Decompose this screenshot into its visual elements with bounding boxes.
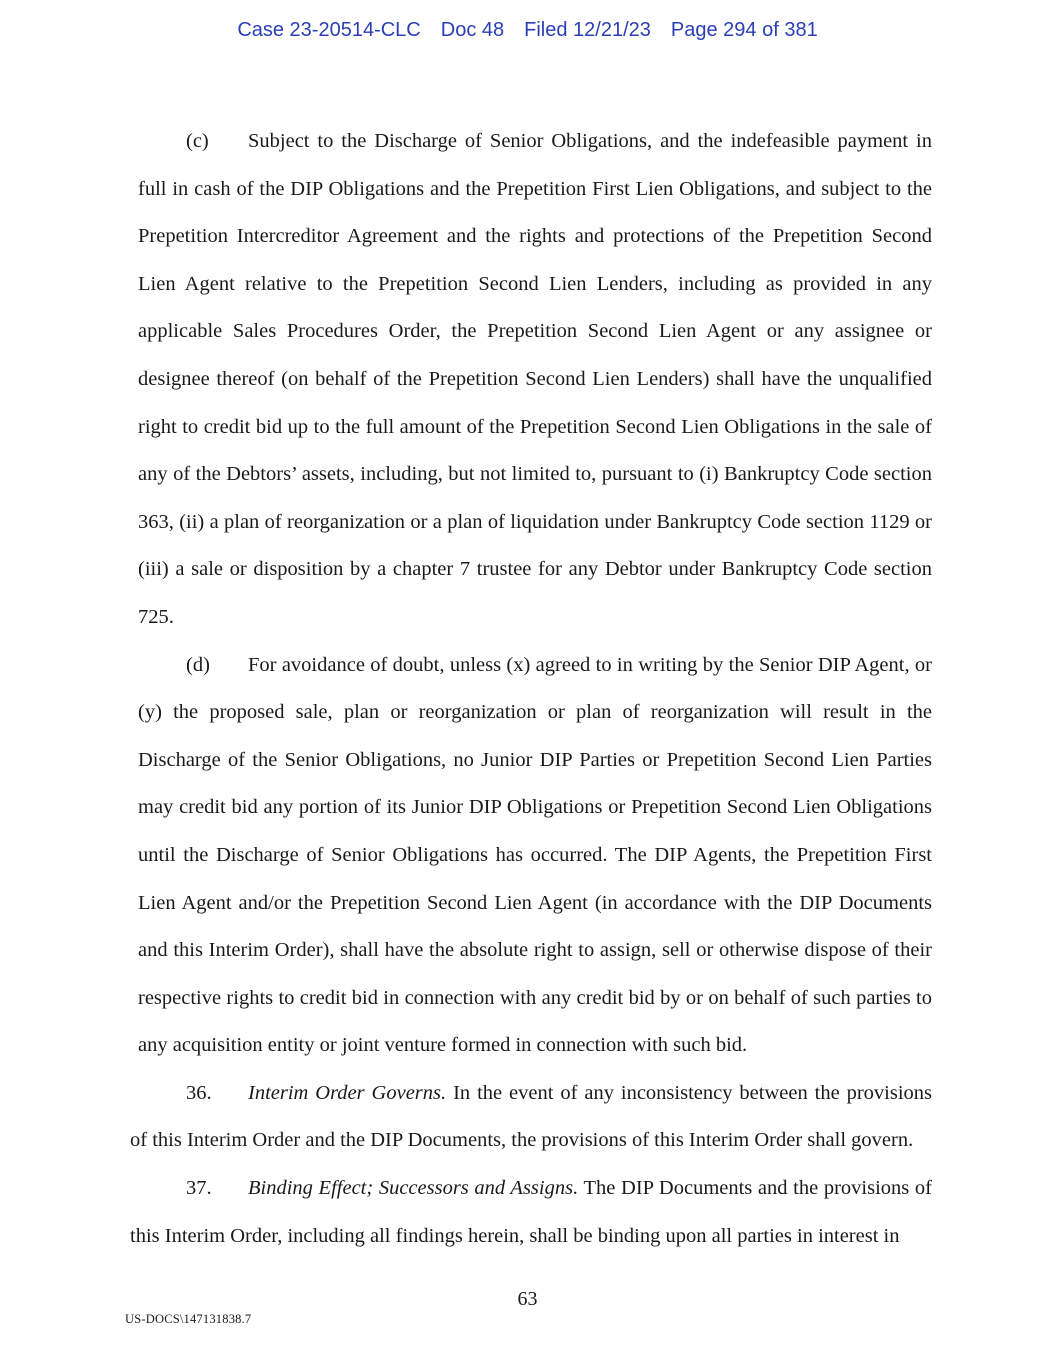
paragraph-number: 37. — [186, 1177, 212, 1200]
paragraph-number: 36. — [186, 1081, 212, 1104]
case-number: Case 23-20514-CLC — [237, 19, 421, 41]
paragraph-heading: Binding Effect; Successors and Assigns. — [248, 1177, 579, 1200]
paragraph-text: The DIP Documents and the provisions of this Interim Order, including all findings herein, shall be binding upon all parties in interest in — [130, 1177, 932, 1247]
document-id: US-DOCS\147131838.7 — [125, 1312, 252, 1326]
case-header — [0, 19, 1055, 42]
page-number: 63 — [517, 1288, 538, 1310]
page-count: Page 294 of 381 — [670, 19, 818, 41]
paragraph-text: For avoidance of doubt, unless (x) agreed to in writing by the Senior DIP Agent, or (y) the proposed sale, plan or reorganization or plan of reorganization will result in the Discharge of the Senior Obligations, no Junior DIP Parties or Prepetition Second Lien Parties may credit bid any portion of its Junior DIP Obligations or Prepetition Second Lien Obligations until the Discharge of Senior Obligations has occurred. The DIP Agents, the Prepetition First Lien Agent and/or the Prepetition Second Lien Agent (in accordance with the DIP Documents and this Interim Order), shall have the absolute right to assign, sell or otherwise dispose of their respective rights to credit bid in connection with any credit bid by or on behalf of such parties to any acquisition entity or joint venture formed in connection with such bid. — [138, 653, 932, 1057]
doc-number: Doc 48 — [440, 19, 505, 41]
paragraph-text: In the event of any inconsistency between the provisions of this Interim Order and the DIP Documents, the provisions of this Interim Order shall govern. — [130, 1081, 933, 1152]
paragraph-heading: Interim Order Governs. — [248, 1081, 447, 1104]
paragraph-number: (d) — [186, 653, 210, 676]
filed-date: Filed 12/21/23 — [524, 19, 651, 41]
paragraph-d — [138, 642, 932, 1070]
paragraph-number: (c) — [186, 130, 209, 152]
paragraph-c — [138, 118, 932, 642]
paragraph-text: Subject to the Discharge of Senior Obligations, and the indefeasible payment in full in cash of the DIP Obligations and the Prepetition First Lien Obligations, and subject to the Prepetition Intercreditor Agreement and the rights and protections of the Prepetition Second Lien Agent relative to the Prepetition Second Lien Lenders, including as provided in any applicable Sales Procedures Order, the Prepetition Second Lien Agent or any assignee or designee thereof (on behalf of the Prepetition Second Lien Lenders) shall have the unqualified right to credit bid up to the full amount of the Prepetition Second Lien Obligations in the sale of any of the Debtors’ assets, including, but not limited to, pursuant to (i) Bankruptcy Code section 363, (ii) a plan of reorganization or a plan of liquidation under Bankruptcy Code section 1129 or (iii) a sale or disposition by a chapter 7 trustee for any Debtor under Bankruptcy Code section 725. — [138, 130, 932, 628]
paragraph-36 — [130, 1070, 932, 1165]
paragraph-37 — [130, 1165, 932, 1260]
document-body — [130, 118, 933, 1260]
